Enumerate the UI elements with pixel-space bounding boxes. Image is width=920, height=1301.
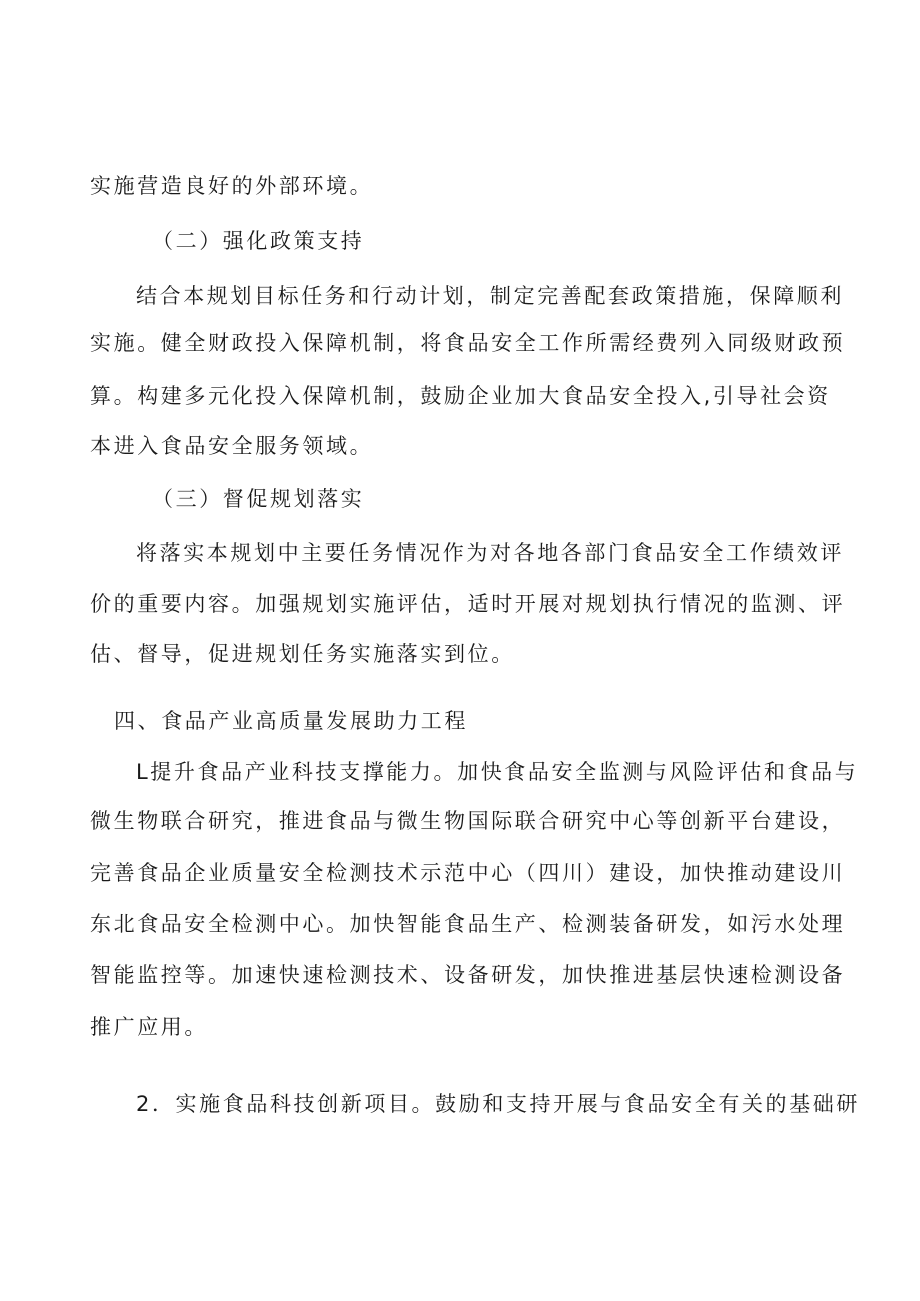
chapter-heading: 四、食品产业高质量发展助力工程 bbox=[114, 709, 468, 733]
paragraph-line: 实施。健全财政投入保障机制，将食品安全工作所需经费列入同级财政预 bbox=[90, 331, 846, 355]
paragraph-line: 2．实施食品科技创新项目。鼓励和支持开展与食品安全有关的基础研 bbox=[136, 1092, 860, 1116]
paragraph-line: 完善食品企业质量安全检测技术示范中心（四川）建设，加快推动建设川 bbox=[90, 861, 846, 885]
paragraph-line: 东北食品安全检测中心。加快智能食品生产、检测装备研发，如污水处理 bbox=[90, 912, 846, 936]
paragraph-line: 推广应用。 bbox=[90, 1015, 208, 1039]
paragraph-line: 结合本规划目标任务和行动计划，制定完善配套政策措施，保障顺利 bbox=[136, 284, 844, 308]
paragraph-line: 估、督导，促进规划任务实施落实到位。 bbox=[90, 642, 515, 666]
paragraph-line: 算。构建多元化投入保障机制，鼓励企业加大食品安全投入,引导社会资 bbox=[90, 384, 831, 408]
section-heading: （二）强化政策支持 bbox=[152, 229, 365, 253]
paragraph-line: L提升食品产业科技支撑能力。加快食品安全监测与风险评估和食品与 bbox=[136, 760, 859, 784]
section-heading: （三）督促规划落实 bbox=[152, 487, 365, 511]
paragraph-line: 实施营造良好的外部环境。 bbox=[90, 174, 374, 198]
paragraph-line: 智能监控等。加速快速检测技术、设备研发，加快推进基层快速检测设备 bbox=[90, 963, 846, 987]
paragraph-line: 本进入食品安全服务领域。 bbox=[90, 434, 374, 458]
paragraph-line: 价的重要内容。加强规划实施评估，适时开展对规划执行情况的监测、评 bbox=[90, 592, 846, 616]
paragraph-line: 将落实本规划中主要任务情况作为对各地各部门食品安全工作绩效评 bbox=[136, 541, 844, 565]
paragraph-line: 微生物联合研究，推进食品与微生物国际联合研究中心等创新平台建设， bbox=[90, 809, 846, 833]
